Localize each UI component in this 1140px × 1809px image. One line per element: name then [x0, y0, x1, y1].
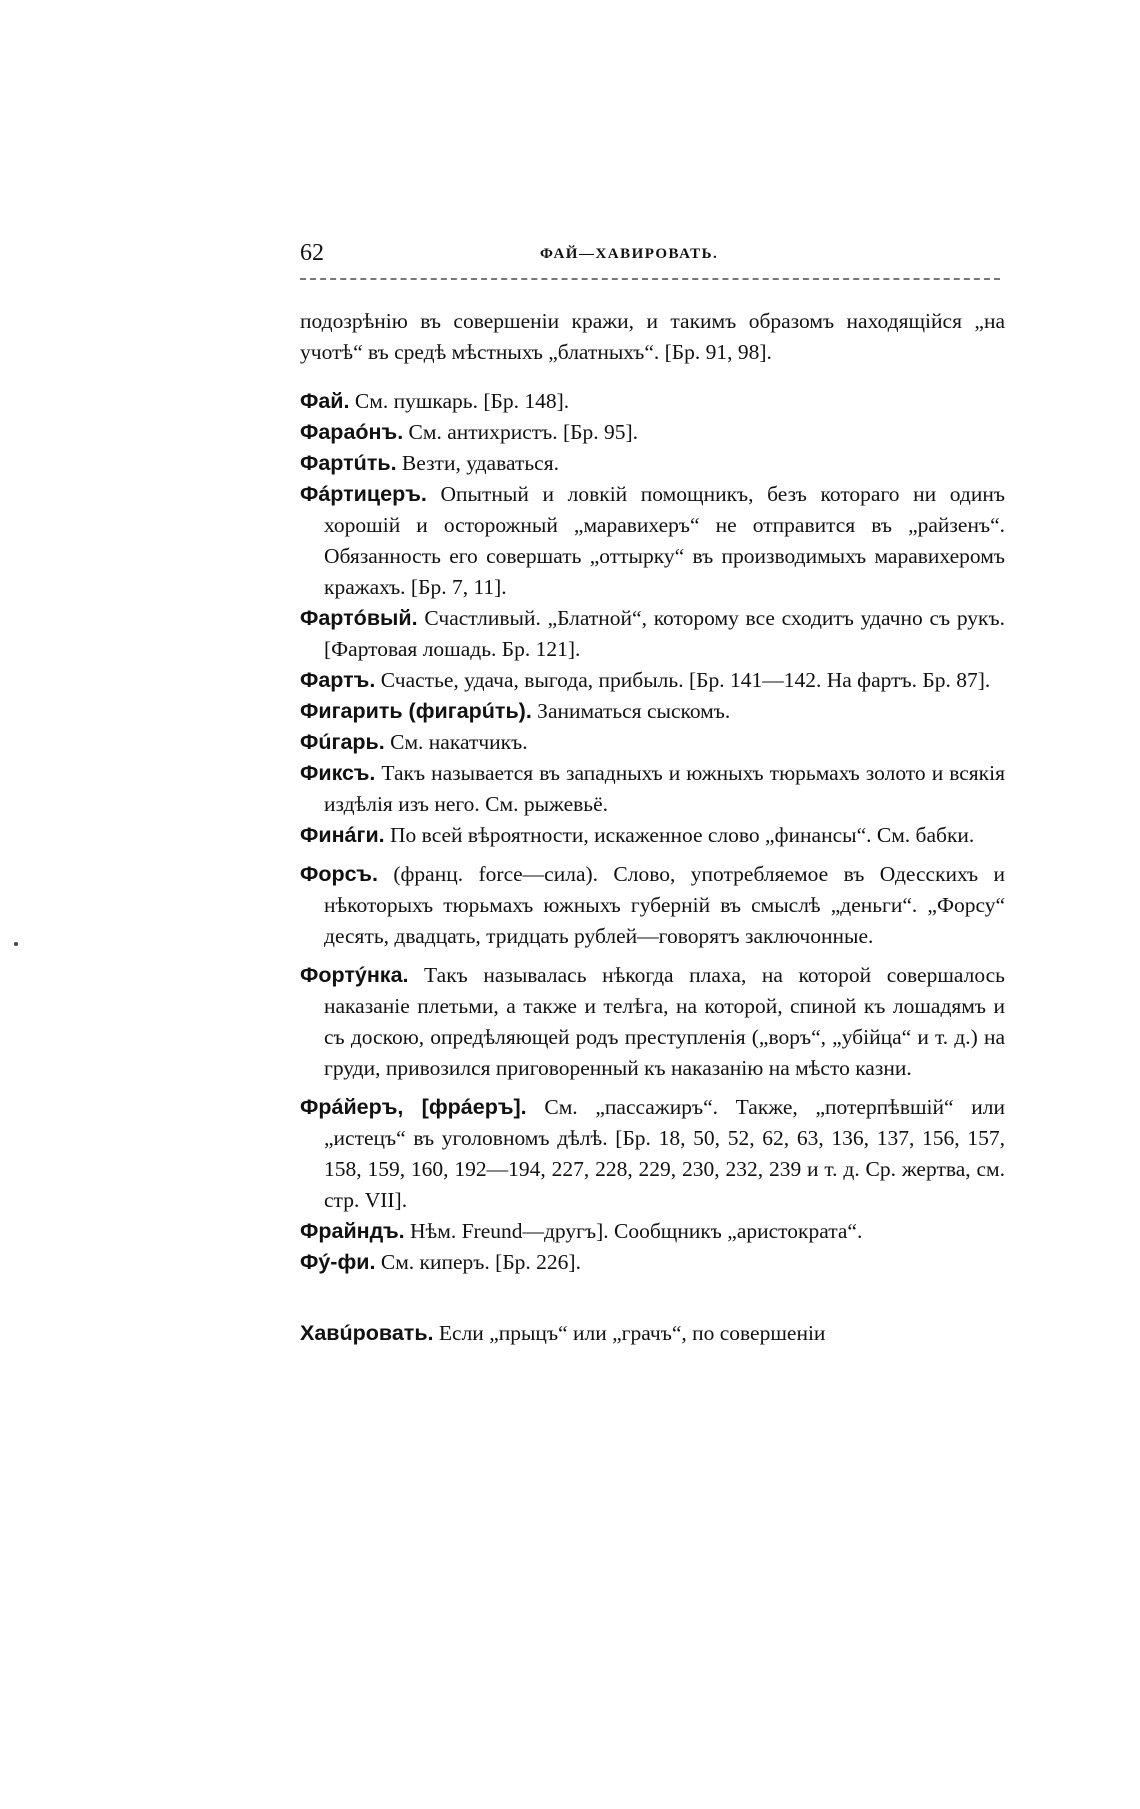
running-head: ФАЙ—ХАВИРОВАТЬ. [540, 246, 719, 262]
entry-fraind [300, 1216, 1005, 1247]
entry-headword: Фрáйеръ, [фрáеръ]. [300, 1095, 527, 1119]
entry-fors [300, 859, 1005, 952]
entry-headword: Финáги. [300, 823, 385, 847]
entry-definition: См. пушкарь. [Бр. 148]. [349, 389, 570, 413]
entry-fiks [300, 758, 1005, 820]
entry-definition: Счастливый. „Блатной“, которому все сходитъ удачно съ рукъ. [Фартовая лошадь. Бр. 121]. [324, 606, 1005, 661]
page-number: 62 [300, 240, 324, 266]
entry-headword: Фý-фи. [300, 1250, 376, 1274]
entry-definition: Опытный и ловкій помощникъ, безъ котораго ни одинъ хорошій и осторожный „маравихеръ“ не отправится въ „райзенъ“. Обязанность его совершать „оттырку“ въ производимыхъ маравихеромъ кражахъ. [Бр. 7, 11]. [324, 482, 1005, 599]
entry-figarit [300, 696, 1005, 727]
entry-khavirovat [300, 1318, 1005, 1349]
entry-headword: Фай. [300, 389, 350, 413]
entry-fraier [300, 1092, 1005, 1216]
entry-fartitser [300, 479, 1005, 603]
entry-definition: См. киперъ. [Бр. 226]. [375, 1250, 581, 1274]
header-rule [300, 278, 1000, 280]
entry-headword: Фрайндъ. [300, 1219, 405, 1243]
entry-headword: Фúгарь. [300, 730, 385, 754]
entry-definition: См. накатчикъ. [384, 730, 528, 754]
entry-headword: Фартóвый. [300, 606, 418, 630]
entry-fart [300, 665, 1005, 696]
entry-figar [300, 727, 1005, 758]
stray-mark [14, 942, 18, 946]
entry-definition: Если „прыцъ“ или „грачъ“, по совершеніи [433, 1321, 826, 1345]
entry-definition: См. антихристъ. [Бр. 95]. [403, 420, 639, 444]
entry-headword: Фараóнъ. [300, 420, 404, 444]
entry-headword: Хавúровать. [300, 1321, 434, 1345]
entry-fai [300, 386, 1005, 417]
entry-headword: Фартúть. [300, 451, 397, 475]
entry-definition: Такъ называлась нѣкогда плаха, на которой совершалось наказаніе плетьми, а также и телѣга, на которой, спиной къ лошадямъ и съ доскою, опредѣляющей родъ преступленія („воръ“, „убійца“ и т. д.) на груди, привозился приговоренный къ наказанію на мѣсто казни. [324, 963, 1005, 1080]
entry-definition: Такъ называется въ западныхъ и южныхъ тюрьмахъ золото и всякія издѣлія изъ него. См. рыжевьё. [324, 761, 1005, 816]
entry-fu-fi [300, 1247, 1005, 1278]
entry-headword: Фиксъ. [300, 761, 376, 785]
dictionary-text [300, 306, 1005, 1349]
entry-definition: (франц. force—сила). Слово, употребляемое въ Одесскихъ и нѣкоторыхъ тюрьмахъ южныхъ губерній въ смыслѣ „деньги“. „Форсу“ десять, двадцать, тридцать рублей—говорятъ заключонные. [324, 862, 1005, 948]
page-header [300, 240, 1000, 270]
entry-headword: Фигарить (фигарúть). [300, 699, 532, 723]
entry-definition: Нѣм. Freund—другъ]. Сообщникъ „аристократа“. [404, 1219, 863, 1243]
entry-faraon [300, 417, 1005, 448]
entry-definition: Заниматься сыскомъ. [531, 699, 731, 723]
entry-definition: См. „пассажиръ“. Также, „потерпѣвшій“ или „истецъ“ въ уголовномъ дѣлѣ. [Бр. 18, 50, 52, 62, 63, 136, 137, 156, 157, 158, 159, 160, 192—194, 227, 228, 229, 230, 232, 239 и т. д. Ср. жертва, см. стр. VII]. [324, 1095, 1005, 1212]
entry-fartit [300, 448, 1005, 479]
entry-finagi [300, 820, 1005, 851]
entry-definition: По всей вѣроятности, искаженное слово „финансы“. См. бабки. [384, 823, 975, 847]
entry-headword: Фартъ. [300, 668, 376, 692]
entry-headword: Фáртицеръ. [300, 482, 427, 506]
entry-headword: Фортýнка. [300, 963, 409, 987]
continuation-paragraph: подозрѣнію въ совершеніи кражи, и такимъ образомъ находящійся „на учотѣ“ въ средѣ мѣстныхъ „блатныхъ“. [Бр. 91, 98]. [300, 309, 1005, 364]
entry-definition: Счастье, удача, выгода, прибыль. [Бр. 141—142. На фартъ. Бр. 87]. [375, 668, 991, 692]
entry-fartovy [300, 603, 1005, 665]
entry-definition: Везти, удаваться. [396, 451, 559, 475]
entry-fortunka [300, 960, 1005, 1084]
entry-headword: Форсъ. [300, 862, 378, 886]
